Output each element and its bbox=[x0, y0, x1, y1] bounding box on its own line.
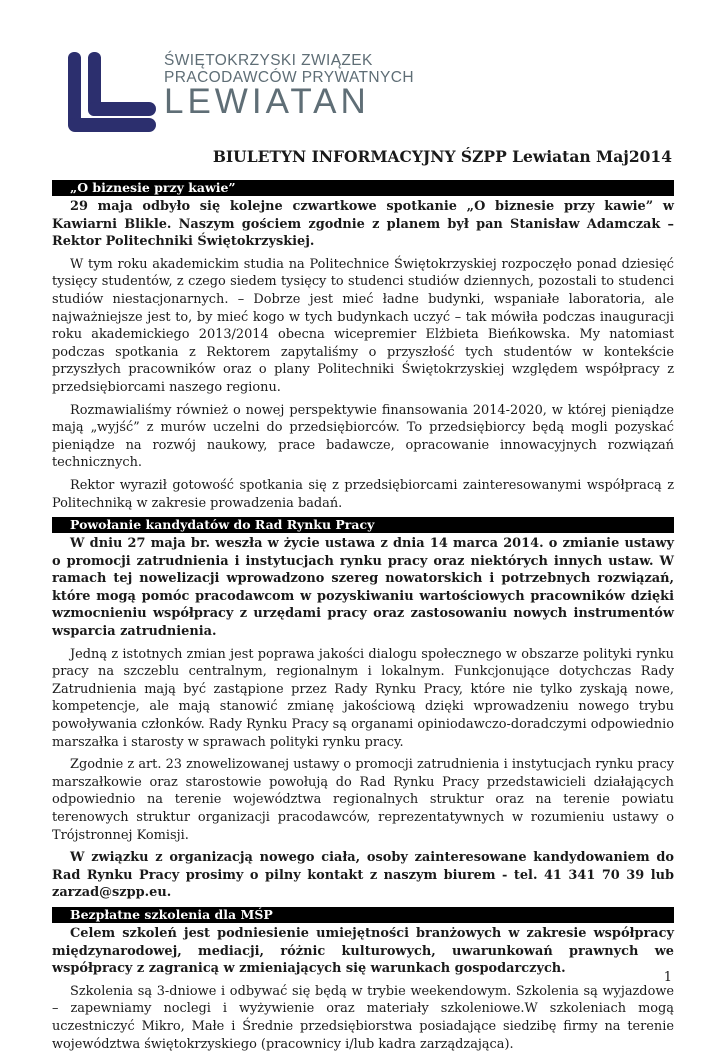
paragraph: 29 maja odbyło się kolejne czwartkowe spotkanie „O biznesie przy kawie” w Kawiarni Blikle. Naszym gościem zgodnie z planem był pan Stanisław Adamczak – Rektor Politechniki Świętokrzyskiej. bbox=[52, 199, 674, 250]
logo-line-1: ŚWIĘTOKRZYSKI ZWIĄZEK bbox=[164, 52, 373, 69]
lewiatan-logo-icon bbox=[68, 52, 158, 144]
paragraph: Rektor wyraził gotowość spotkania się z przedsiębiorcami zainteresowanymi współpracą z Politechniką w zakresie prowadzenia badań. bbox=[52, 477, 674, 511]
section-heading-coffee: „O biznesie przy kawie” bbox=[52, 180, 674, 196]
paragraph: Zgodnie z art. 23 znowelizowanej ustawy o promocji zatrudnienia i instytucjach rynku pracy marszałkowie oraz starostowie powołują do Rad Rynku Pracy przedstawicieli działających odpowiednio na terenie województwa regionalnych struktur oraz na terenie powiatu terenowych struktur organizacji pracodawców, reprezentatywnych w rozumieniu ustawy o Trójstronnej Komisji. bbox=[52, 757, 674, 843]
paragraph: W dniu 27 maja br. weszła w życie ustawa z dnia 14 marca 2014. o zmianie ustawy o promocji zatrudnienia i instytucjach rynku pracy oraz niektórych innych ustaw. W ramach tej nowelizacji wprowadzono szereg nowatorskich i potrzebnych rozwiązań, które mogą pomóc pracodawcom w pozyskiwaniu wartościowych pracowników dzięki wzmocnieniu współpracy z urzędami pracy oraz zastosowaniu nowych instrumentów wsparcia zatrudnienia. bbox=[52, 536, 674, 640]
logo-wordmark: LEWIATAN bbox=[164, 82, 370, 121]
paragraph: W tym roku akademickim studia na Politechnice Świętokrzyskiej rozpoczęło ponad dziesięć tysięcy studentów, z czego siedem tysięcy to studenci studiów dziennych, pozostali to studenci studiów niestacjonarnych. – Dobrze jest mieć ładne budynki, wspaniałe laboratoria, ale najważniejsze jest to, by mieć kogo w tych budynkach uczyć – tak mówiła podczas inauguracji roku akademickiego 2013/2014 obecna wicepremier Elżbieta Bieńkowska. My natomiast podczas spotkania z Rektorem zapytaliśmy o przyszłość tych studentów w kontekście przyszłych pracowników oraz o plany Politechniki Świętokrzyskiej względem współpracy z przedsiębiorcami naszego regionu. bbox=[52, 256, 674, 395]
logo-line-2: PRACODAWCÓW PRYWATNYCH bbox=[164, 69, 414, 86]
logo bbox=[68, 52, 414, 142]
paragraph: Jedną z istotnych zmian jest poprawa jakości dialogu społecznego w obszarze polityki rynku pracy na szczeblu centralnym, regionalnym i lokalnym. Funkcjonujące dotychczas Rady Zatrudnienia mają być zastąpione przez Rady Rynku Pracy, które nie tylko zyskają nowe, kompetencje, ale mają stanowić zmianę jakościową dzięki wprowadzeniu nowego trybu powoływania członków. Rady Rynku Pracy są organami opiniodawczo-doradczymi odpowiednio marszałka i starosty w sprawach polityki rynku pracy. bbox=[52, 646, 674, 750]
paragraph: Rozmawialiśmy również o nowej perspektywie finansowania 2014-2020, w której pieniądze mają „wyjść” z murów uczelni do przedsiębiorców. To przedsiębiorcy będą mogli pozyskać pieniądze na rozwój naukowy, prace badawcze, opracowanie innowacyjnych rozwiązań technicznych. bbox=[52, 402, 674, 471]
page-number: 1 bbox=[663, 970, 672, 985]
paragraph: Celem szkoleń jest podniesienie umiejętności branżowych w zakresie współpracy międzynarodowej, mediacji, różnic kulturowych, uwarunkowań prawnych we współpracy z zagranicą w zmieniających się warunkach gospodarczych. bbox=[52, 925, 674, 977]
section-heading-trainings: Bezpłatne szkolenia dla MŚP bbox=[52, 907, 674, 923]
section-heading-labour-councils: Powołanie kandydatów do Rad Rynku Pracy bbox=[52, 517, 674, 533]
bulletin-content bbox=[52, 180, 674, 1058]
paragraph: Szkolenia są 3-dniowe i odbywać się będą w trybie weekendowym. Szkolenia są wyjazdowe – zapewniamy noclegi i wyżywienie oraz materiały szkoleniowe.W szkoleniach mogą uczestniczyć Mikro, Małe i Średnie przedsiębiorstwa posiadające siedzibę firmy na terenie województwa świętokrzyskiego (pracownicy i/lub kadra zarządzająca). bbox=[52, 983, 674, 1052]
bulletin-title: BIULETYN INFORMACYJNY ŚZPP Lewiatan Maj2014 bbox=[212, 147, 672, 166]
paragraph: W związku z organizacją nowego ciała, osoby zainteresowane kandydowaniem do Rad Rynku Pracy prosimy o pilny kontakt z naszym biurem - tel. 41 341 70 39 lub zarzad@szpp.eu. bbox=[52, 850, 674, 901]
